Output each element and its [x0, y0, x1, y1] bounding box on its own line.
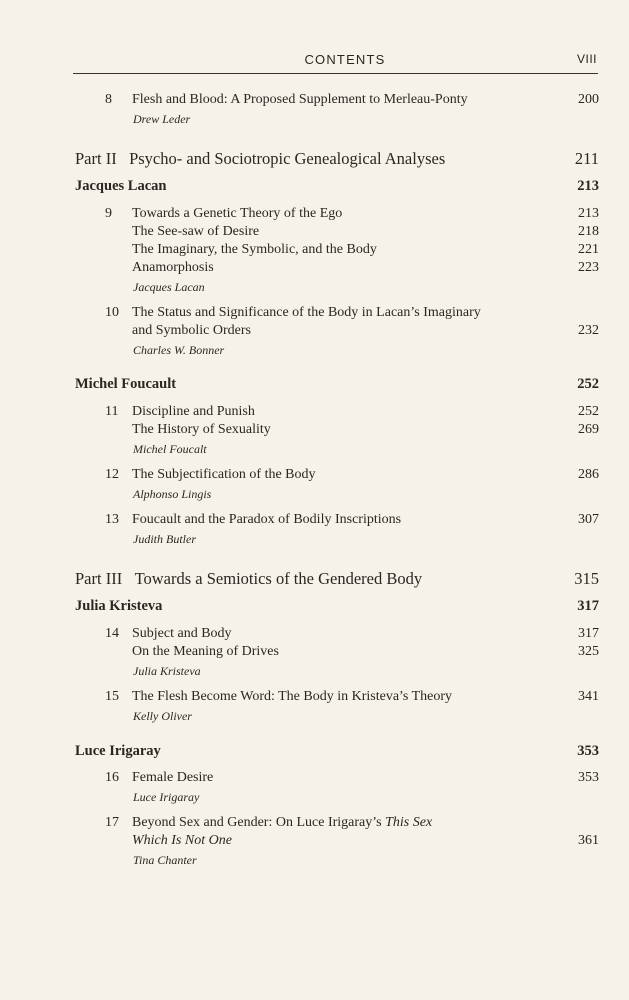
chapter-9-number: 9 [105, 206, 112, 221]
running-header-title: CONTENTS [304, 52, 386, 67]
chapter-11-number: 11 [105, 404, 119, 419]
part-3-heading [75, 569, 422, 589]
running-header-page-number: VIII [576, 52, 597, 66]
part-3-label: Part III [75, 569, 123, 588]
part-2-label: Part II [75, 149, 117, 168]
chapter-16-page: 353 [578, 770, 599, 785]
section-kristeva-title: Julia Kristeva [75, 598, 163, 614]
chapter-9-author: Jacques Lacan [133, 280, 205, 294]
header-rule [73, 73, 598, 74]
chapter-11-author: Michel Foucalt [133, 442, 207, 456]
chapter-12-author: Alphonso Lingis [133, 487, 212, 501]
chapter-16-title: Female Desire [132, 770, 214, 785]
section-lacan-title: Jacques Lacan [75, 178, 167, 194]
chapter-16-author: Luce Irigaray [133, 790, 200, 804]
chapter-14-line: Subject and Body [132, 626, 232, 641]
chapter-17-title-line-1 [132, 815, 432, 831]
chapter-14-line: On the Meaning of Drives [132, 644, 279, 659]
chapter-9-line: The See-saw of Desire [132, 224, 260, 239]
chapter-9-line-page: 218 [578, 224, 599, 239]
section-kristeva-page: 317 [577, 598, 599, 614]
chapter-17-number: 17 [105, 815, 119, 830]
part-3-title: Towards a Semiotics of the Gendered Body [134, 569, 423, 588]
chapter-10-author: Charles W. Bonner [133, 343, 225, 357]
chapter-17-title-italic: This Sex [385, 815, 433, 830]
chapter-14-line-page: 317 [578, 626, 599, 641]
chapter-12-title: The Subjectification of the Body [132, 467, 316, 482]
chapter-10-page: 232 [578, 323, 599, 338]
chapter-15-page: 341 [578, 689, 599, 704]
chapter-10-title-line-1: The Status and Significance of the Body in Lacan’s Imaginary [132, 305, 481, 320]
section-foucault-page: 252 [577, 376, 599, 392]
chapter-13-page: 307 [578, 512, 599, 527]
chapter-13-title: Foucault and the Paradox of Bodily Inscriptions [132, 512, 402, 527]
chapter-14-line-page: 325 [578, 644, 599, 659]
chapter-15-author: Kelly Oliver [133, 709, 192, 723]
chapter-16-number: 16 [105, 770, 119, 785]
chapter-8-number: 8 [105, 92, 112, 107]
chapter-17-title-main: Beyond Sex and Gender: On Luce Irigaray’s [132, 815, 386, 830]
chapter-10-title-line-2: and Symbolic Orders [132, 323, 251, 338]
chapter-11-line: The History of Sexuality [132, 422, 271, 437]
chapter-9-line-page: 221 [578, 242, 599, 257]
chapter-17-page: 361 [578, 833, 599, 848]
part-2-heading [75, 149, 445, 169]
chapter-9-line: Towards a Genetic Theory of the Ego [132, 206, 343, 221]
chapter-9-line: Anamorphosis [132, 260, 214, 275]
chapter-9-line: The Imaginary, the Symbolic, and the Body [132, 242, 377, 257]
part-2-title: Psycho- and Sociotropic Genealogical Analyses [129, 149, 446, 168]
chapter-8-author: Drew Leder [133, 112, 191, 126]
section-irigaray-title: Luce Irigaray [75, 743, 161, 759]
chapter-15-title: The Flesh Become Word: The Body in Kristeva’s Theory [132, 689, 453, 704]
chapter-8-page: 200 [578, 92, 599, 107]
chapter-14-number: 14 [105, 626, 119, 641]
chapter-17-title-line-2: Which Is Not One [132, 833, 232, 848]
chapter-12-page: 286 [578, 467, 599, 482]
chapter-13-number: 13 [105, 512, 119, 527]
section-irigaray-page: 353 [577, 743, 599, 759]
chapter-11-line-page: 252 [578, 404, 599, 419]
chapter-9-line-page: 223 [578, 260, 599, 275]
chapter-13-author: Judith Butler [133, 532, 196, 546]
chapter-15-number: 15 [105, 689, 119, 704]
chapter-8-title: Flesh and Blood: A Proposed Supplement to Merleau-Ponty [132, 92, 468, 107]
chapter-14-author: Julia Kristeva [133, 664, 201, 678]
chapter-11-line-page: 269 [578, 422, 599, 437]
chapter-9-line-page: 213 [578, 206, 599, 221]
chapter-17-author: Tina Chanter [133, 853, 197, 867]
chapter-11-line: Discipline and Punish [132, 404, 255, 419]
chapter-12-number: 12 [105, 467, 119, 482]
section-foucault-title: Michel Foucault [75, 376, 177, 392]
section-lacan-page: 213 [577, 178, 599, 194]
part-3-page: 315 [574, 569, 599, 588]
part-2-page: 211 [574, 149, 599, 168]
chapter-10-number: 10 [105, 305, 119, 320]
